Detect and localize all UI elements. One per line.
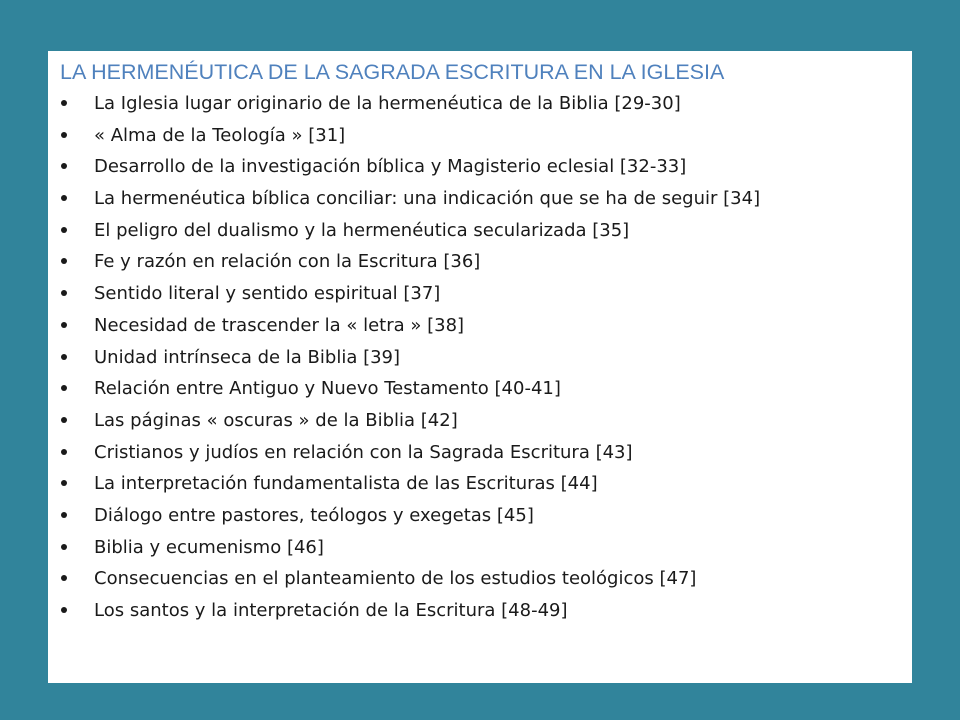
bullet-text: La hermenéutica bíblica conciliar: una indicación que se ha de seguir [34] (94, 188, 761, 210)
bullet-text: Las páginas « oscuras » de la Biblia [42] (94, 409, 458, 431)
bullet-item (48, 278, 760, 310)
bullet-item (48, 468, 760, 500)
slide-panel (48, 51, 912, 683)
bullet-item (48, 183, 760, 215)
bullet-item (48, 342, 760, 374)
bullet-item (48, 120, 760, 152)
bullet-dot-icon (61, 163, 67, 169)
bullet-item (48, 246, 760, 278)
bullet-dot-icon (61, 227, 67, 233)
bullet-dot-icon (61, 100, 67, 106)
bullet-text: La interpretación fundamentalista de las Escrituras [44] (94, 473, 598, 495)
bullet-dot-icon (61, 480, 67, 486)
bullet-text: Diálogo entre pastores, teólogos y exegetas [45] (94, 504, 534, 526)
bullet-item (48, 437, 760, 469)
bullet-item (48, 595, 760, 627)
bullet-dot-icon (61, 575, 67, 581)
bullet-text: Consecuencias en el planteamiento de los estudios teológicos [47] (94, 568, 697, 590)
bullet-item (48, 373, 760, 405)
bullet-dot-icon (61, 354, 67, 360)
bullet-item (48, 88, 760, 120)
slide-title: LA HERMENÉUTICA DE LA SAGRADA ESCRITURA EN LA IGLESIA (60, 60, 725, 84)
bullet-text: Biblia y ecumenismo [46] (94, 536, 324, 558)
bullet-item (48, 563, 760, 595)
bullet-dot-icon (61, 512, 67, 518)
bullet-text: Desarrollo de la investigación bíblica y Magisterio eclesial [32-33] (94, 156, 687, 178)
bullet-dot-icon (61, 607, 67, 613)
bullet-item (48, 151, 760, 183)
bullet-text: Relación entre Antiguo y Nuevo Testamento [40-41] (94, 378, 561, 400)
bullet-dot-icon (61, 417, 67, 423)
bullet-text: Cristianos y judíos en relación con la Sagrada Escritura [43] (94, 441, 633, 463)
bullet-text: Los santos y la interpretación de la Escritura [48-49] (94, 600, 568, 621)
bullet-dot-icon (61, 258, 67, 264)
bullet-text: Necesidad de trascender la « letra » [38] (94, 314, 465, 336)
bullet-item (48, 215, 760, 247)
bullet-text: « Alma de la Teología » [31] (94, 124, 346, 146)
bullet-list (48, 88, 760, 627)
bullet-text: Fe y razón en relación con la Escritura [36] (94, 251, 481, 273)
bullet-dot-icon (61, 544, 67, 550)
bullet-dot-icon (61, 322, 67, 328)
bullet-item (48, 532, 760, 564)
bullet-dot-icon (61, 449, 67, 455)
bullet-text: El peligro del dualismo y la hermenéutica secularizada [35] (94, 219, 630, 241)
bullet-dot-icon (61, 290, 67, 296)
bullet-item (48, 310, 760, 342)
bullet-item (48, 405, 760, 437)
bullet-dot-icon (61, 385, 67, 391)
bullet-dot-icon (61, 195, 67, 201)
bullet-item (48, 500, 760, 532)
bullet-text: Unidad intrínseca de la Biblia [39] (94, 346, 401, 368)
bullet-text: Sentido literal y sentido espiritual [37] (94, 283, 441, 305)
bullet-dot-icon (61, 132, 67, 138)
bullet-text: La Iglesia lugar originario de la hermenéutica de la Biblia [29-30] (94, 93, 681, 114)
